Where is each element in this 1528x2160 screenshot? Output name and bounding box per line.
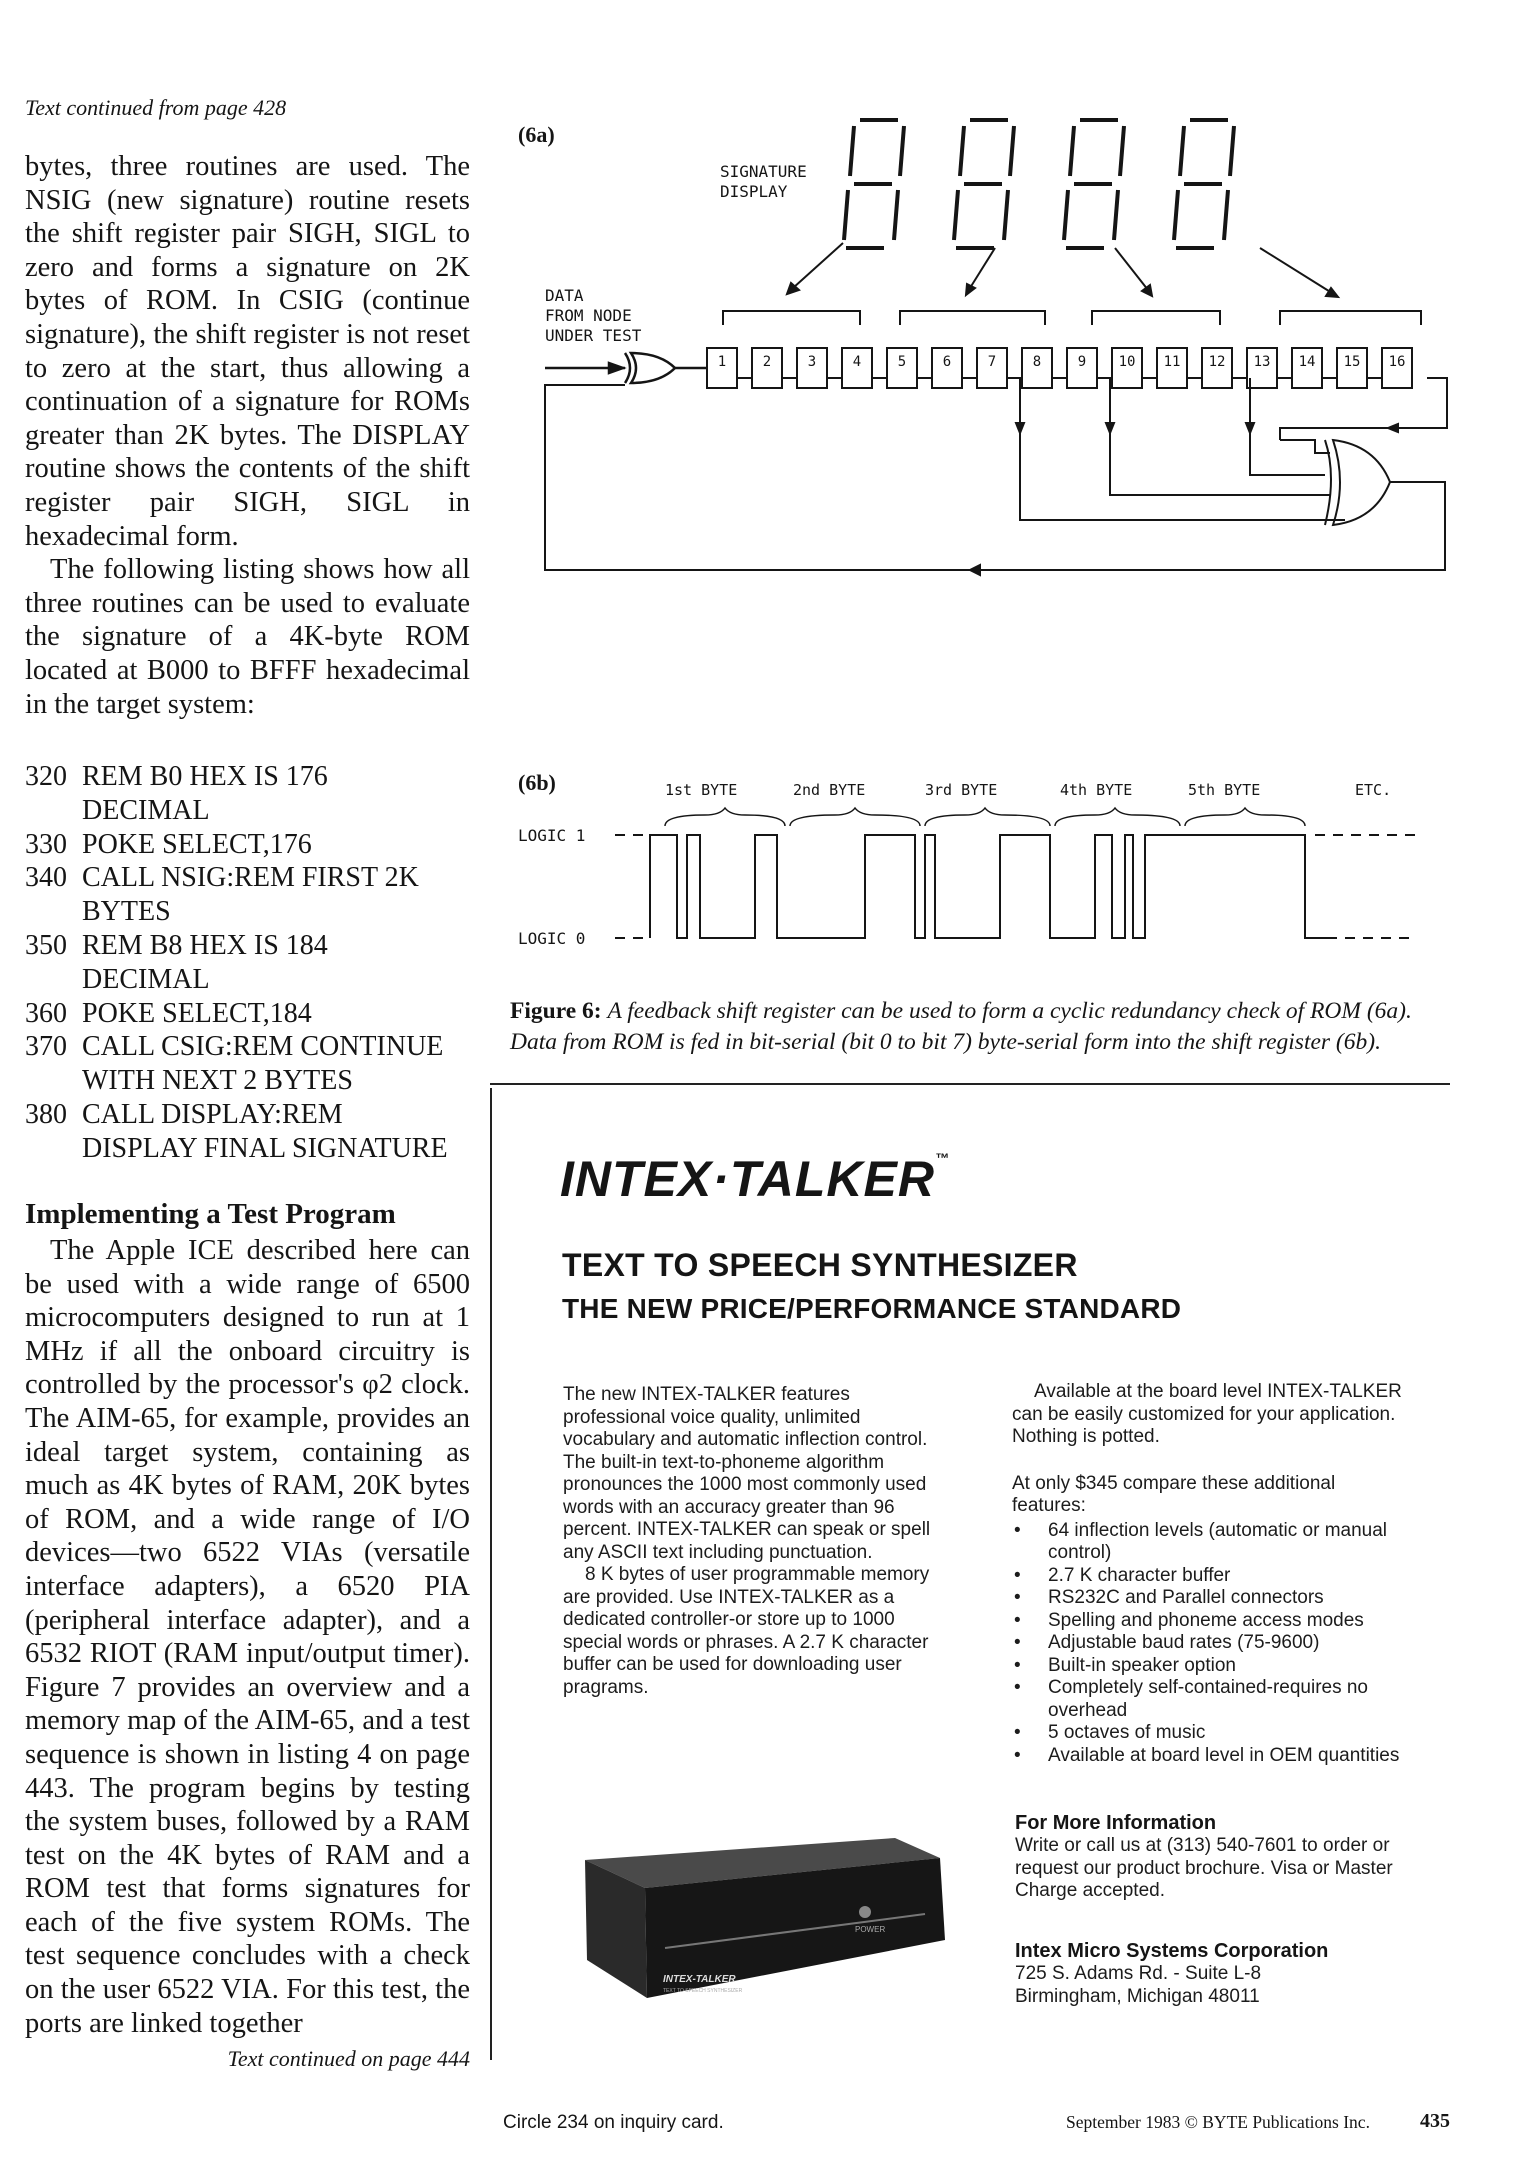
ad-right-copy [1012,1381,1407,1767]
data-input-label: FROM NODE [545,306,632,325]
seven-segment-display [844,120,1234,248]
listing-line-text [82,1098,485,1166]
byte-label: 3rd BYTE [925,781,998,799]
listing-line-number: 340 [25,862,67,894]
listing-line [25,861,485,929]
feature-item: • 64 inflection levels (automatic or manual control) [1012,1520,1407,1565]
ad-paragraph: Available at the board level INTEX-TALKER can be easily customized for your application. Nothing is potted. [1012,1381,1402,1447]
listing-line-text [82,929,485,997]
device-sub-label: TEXT TO SPEECH SYNTHESIZER [663,1988,743,1994]
register-cell-label: 2 [762,354,772,370]
address-line: 725 S. Adams Rd. - Suite L-8 [1015,1963,1262,1984]
byte-label: 5th BYTE [1188,781,1261,799]
listing-statement: CALL DISPLAY:REM [82,1098,343,1130]
more-info-text: Write or call us at (313) 540-7601 to order or request our product brochure. Visa or Master Charge accepted. [1015,1835,1393,1901]
listing-line [25,1098,485,1166]
ad-top-rule [490,1083,1450,1085]
logic-0-label: LOGIC 0 [518,929,586,948]
column-divider [490,1088,492,2060]
page-number: 435 [1420,2110,1450,2132]
listing-line-number: 350 [25,929,67,961]
byte-braces [665,808,1305,826]
listing-line-number: 370 [25,1031,67,1063]
company-name: Intex Micro Systems Corporation [1015,1940,1329,1962]
seven-segment-digit [954,120,1014,248]
listing-line [25,997,485,1031]
register-cell-label: 15 [1343,354,1361,370]
serial-waveform [615,835,1415,938]
feature-item: • RS232C and Parallel connectors [1012,1587,1407,1610]
address-line: Birmingham, Michigan 48011 [1015,1985,1260,2007]
listing-line-number: 330 [25,828,67,860]
feature-item: • Completely self-contained-requires no overhead [1012,1677,1407,1722]
display-arrows [787,243,1338,297]
article-body-top [25,150,470,721]
feature-item: • Adjustable baud rates (75-9600) [1012,1632,1407,1655]
byte-label: 2nd BYTE [793,781,866,799]
byte-labels [665,781,1391,799]
product-photo [565,1830,949,2010]
signature-display-label: SIGNATURE [720,162,807,181]
listing-continuation: BYTES [82,896,171,928]
register-cell-label: 6 [942,354,952,370]
listing-statement: REM B8 HEX IS 184 [82,929,328,961]
listing-statement: CALL NSIG:REM FIRST 2K [82,862,419,894]
seven-segment-digit [1174,120,1234,248]
listing-line [25,929,485,997]
ad-left-copy [563,1384,947,1699]
footer-publisher: September 1983 © BYTE Publications Inc. [1066,2112,1370,2132]
figure-6b-label: (6b) [518,770,556,795]
seven-segment-digit [844,120,904,248]
register-cell-label: 9 [1077,354,1087,370]
more-info-heading: For More Information [1015,1812,1217,1834]
listing-continuation: DISPLAY FINAL SIGNATURE [82,1132,448,1164]
brand-name: INTEX·TALKER [560,1151,935,1207]
feedback-network [545,378,1447,575]
caption-text: A feedback shift register can be used to form a cyclic redundancy check of ROM (6a). Data from ROM is fed in bit-serial (bit 0 to bit 7) byte-serial form into the shift register (6b). [510,998,1412,1055]
listing-line [25,760,485,828]
shift-register [707,348,1412,388]
ad-headline: TEXT TO SPEECH SYNTHESIZER [562,1247,1078,1283]
register-cell-label: 12 [1208,354,1226,370]
register-cell-label: 8 [1032,354,1042,370]
listing-line-text [82,1030,485,1098]
section-heading: Implementing a Test Program [25,1198,396,1230]
register-cell-label: 11 [1163,354,1181,370]
listing-line-text [82,760,485,828]
register-cell-label: 4 [852,354,862,370]
company-address [1015,1963,1415,2008]
article-paragraph: The following listing shows how all three routines can be used to evaluate the signature of a 4K-byte ROM located at B000 to BFFF hexadecimal in the target system: [25,554,470,720]
ad-subheadline: THE NEW PRICE/PERFORMANCE STANDARD [562,1293,1182,1324]
register-cell-label: 13 [1253,354,1271,370]
article-paragraph: bytes, three routines are used. The NSIG (new signature) routine resets the shift register pair SIGH, SIGL to zero and forms a signature on 2K bytes of ROM. In CSIG (continue signature), the shift register is not reset to zero at the start, thus allowing a continuation of a signature for ROMs greater than 2K bytes. The DISPLAY routine shows the contents of the shift register pair SIGH, SIGL in hexadecimal form. [25,151,470,552]
listing-continuation: DECIMAL [82,963,210,995]
register-cell-label: 1 [717,354,727,370]
caption-label: Figure 6: [510,998,602,1024]
register-cell-label: 3 [807,354,817,370]
device-badge: INTEX-TALKER [663,1974,736,1985]
logic-1-label: LOGIC 1 [518,826,586,845]
product-device-illustration [565,1830,949,2010]
ad-paragraph: The new INTEX-TALKER features professional voice quality, unlimited vocabulary and automatic inflection control. The built-in text-to-phoneme algorithm pronounces the 1000 most commonly used words with an accuracy greater than 96 percent. INTEX-TALKER can speak or spell any ASCII text including punctuation. [563,1384,931,1563]
listing-line-text [82,997,485,1031]
listing-statement: CALL CSIG:REM CONTINUE [82,1031,444,1063]
listing-line [25,828,485,862]
figure-caption [510,996,1450,1058]
seven-segment-digit [1064,120,1124,248]
signature-display-label: DISPLAY [720,182,788,201]
feature-item: • 5 octaves of music [1012,1722,1407,1745]
feature-item: • Spelling and phoneme access modes [1012,1610,1407,1633]
feature-item: • 2.7 K character buffer [1012,1565,1407,1588]
basic-listing [25,760,485,1166]
byte-label: 1st BYTE [665,781,738,799]
features-intro: At only $345 compare these additional features: [1012,1472,1336,1516]
figure-6b-diagram [515,760,1450,960]
continued-from-note: Text continued from page 428 [25,95,287,120]
power-knob-icon [859,1906,871,1918]
listing-continuation: DECIMAL [82,794,210,826]
listing-statement: REM B0 HEX IS 176 [82,761,328,792]
listing-line-number: 360 [25,997,67,1029]
listing-line-number: 380 [25,1098,67,1130]
inquiry-card-note: Circle 234 on inquiry card. [503,2112,724,2133]
trademark-symbol: ™ [934,1150,950,1166]
register-cell-label: 7 [987,354,997,370]
listing-statement: POKE SELECT,184 [82,997,312,1029]
listing-continuation: WITH NEXT 2 BYTES [82,1065,353,1097]
listing-line-number: 320 [25,761,67,792]
figure-6a-diagram [515,95,1450,585]
data-input-label: DATA [545,286,584,305]
feature-item: • Available at board level in OEM quantities [1012,1745,1407,1768]
device-power-label: POWER [855,1925,886,1934]
register-group-brackets [723,311,1421,325]
article-paragraph: The Apple ICE described here can be used with a wide range of 6500 microcomputers designed to run at 1 MHz if all the onboard circuitry is controlled by the processor's φ2 clock. The AIM-65, for example, provides an ideal target system, containing as much as 4K bytes of RAM, 20K bytes of ROM, and a wide range of I/O devices—two 6522 VIAs (versatile interface adapters), a 6520 PIA (peripheral interface adapter), and a 6532 RIOT (RAM input/output timer). Figure 7 provides an overview and a memory map of the AIM-65, and a test sequence is shown in listing 4 on page 443. The program begins by testing the system buses, followed by a RAM test on the 4K bytes of RAM and a ROM test that forms signatures for each of the five system ROMs. The test sequence concludes with a check on the user 6522 VIA. For this test, the ports are linked together [25,1235,470,2039]
register-cell-label: 5 [897,354,907,370]
listing-statement: POKE SELECT,176 [82,828,312,860]
register-cell-label: 14 [1298,354,1316,370]
features-list [1012,1520,1407,1768]
register-cell-label: 10 [1118,354,1136,370]
listing-line-text [82,828,485,862]
input-xor-gate [545,353,707,383]
data-input-label: UNDER TEST [545,326,642,345]
listing-line-text [82,861,485,929]
ad-paragraph: 8 K bytes of user programmable memory are provided. Use INTEX-TALKER as a dedicated controller-or store up to 1000 special words or phrases. A 2.7 K character buffer can be used for downloading user pragrams. [563,1564,930,1698]
continued-on-note: Text continued on page 444 [227,2046,470,2071]
byte-label: 4th BYTE [1060,781,1133,799]
register-cell-label: 16 [1388,354,1406,370]
article-body-bottom [25,1234,470,2040]
byte-label: ETC. [1355,781,1392,799]
listing-line [25,1030,485,1098]
feature-item: • Built-in speaker option [1012,1655,1407,1678]
brand-logo [560,1150,950,1208]
figure-6a-label: (6a) [518,122,555,147]
